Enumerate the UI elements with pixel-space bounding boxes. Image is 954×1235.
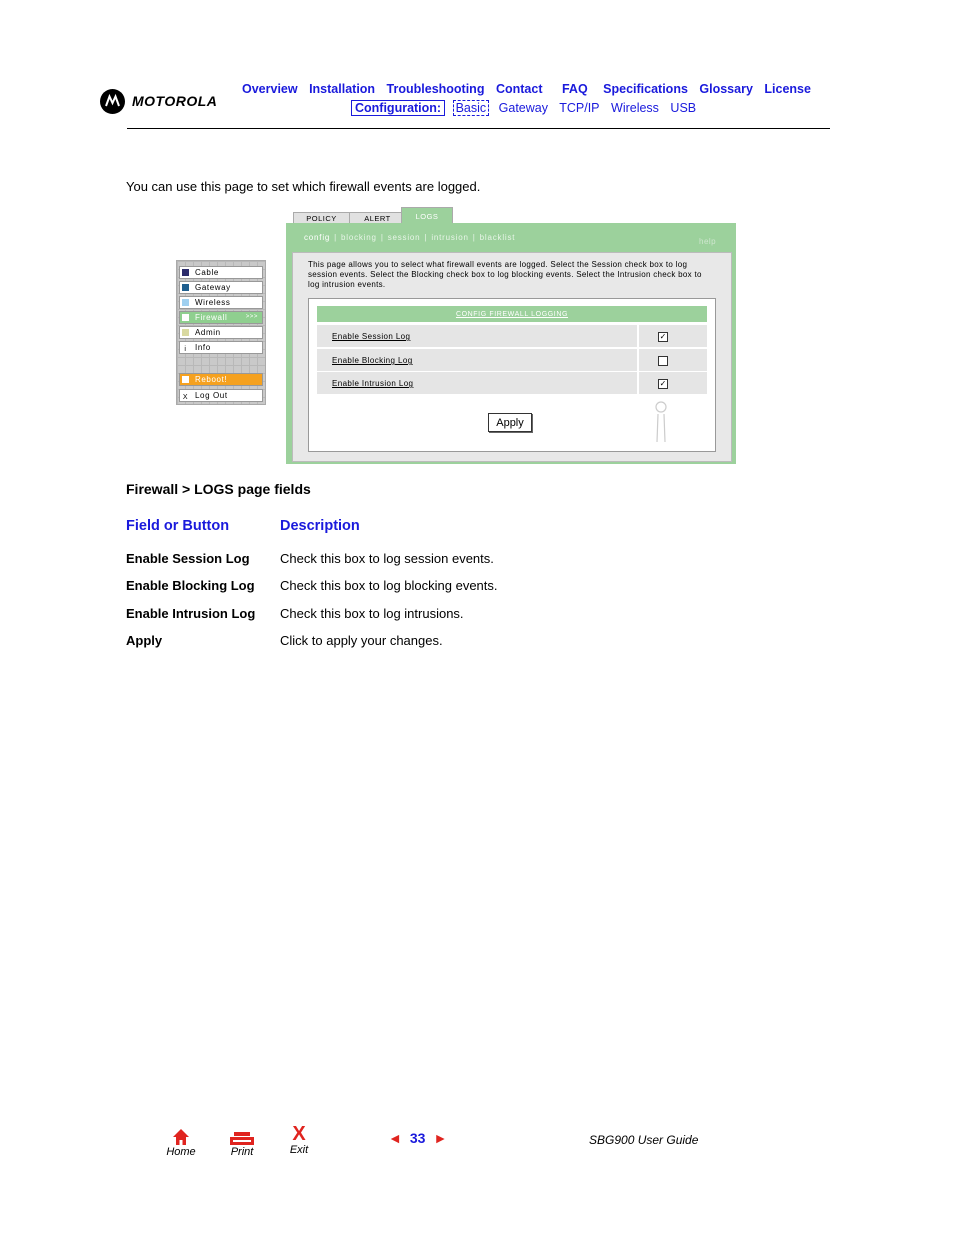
nav-basic[interactable]: Basic bbox=[453, 100, 490, 116]
print-label: Print bbox=[230, 1146, 254, 1158]
print-button[interactable] bbox=[226, 1132, 258, 1158]
subnav-session[interactable]: session bbox=[387, 233, 421, 242]
nav-configuration[interactable]: Configuration: bbox=[351, 100, 445, 116]
row-label: Enable Blocking Log bbox=[332, 356, 413, 365]
row-label: Enable Intrusion Log bbox=[332, 379, 414, 388]
nav-license[interactable]: License bbox=[764, 82, 811, 96]
apply-button[interactable]: Apply bbox=[488, 413, 532, 432]
nav-tcpip[interactable]: TCP/IP bbox=[559, 101, 600, 115]
nav-overview[interactable]: Overview bbox=[242, 82, 298, 96]
logs-description: This page allows you to select what firewall events are logged. Select the Session check box to log session events. Select the Blocking check box to log blocking events. Select the Intrusion check box to log intrusion events. bbox=[308, 260, 702, 289]
table-row-check bbox=[639, 349, 707, 371]
table-row bbox=[317, 349, 637, 371]
sidebar-item-cable[interactable]: Cable bbox=[179, 266, 263, 279]
field-name: Apply bbox=[126, 633, 163, 648]
nav-glossary[interactable]: Glossary bbox=[699, 82, 753, 96]
field-description: Check this box to log intrusions. bbox=[280, 606, 464, 621]
logs-subnav: config | blocking | session | intrusion | blacklist bbox=[304, 233, 516, 242]
info-icon: i bbox=[182, 346, 189, 353]
firewall-icon bbox=[182, 314, 189, 321]
column-header-description: Description bbox=[280, 518, 360, 534]
help-link[interactable]: help bbox=[699, 237, 717, 246]
previous-page-icon[interactable]: ◄ bbox=[388, 1130, 402, 1146]
active-marker: >>> bbox=[245, 314, 258, 320]
nav-installation[interactable]: Installation bbox=[309, 82, 376, 96]
field-description: Click to apply your changes. bbox=[280, 633, 443, 648]
guide-title: SBG900 User Guide bbox=[589, 1133, 699, 1147]
next-page-icon[interactable]: ► bbox=[433, 1130, 448, 1146]
cable-icon bbox=[182, 269, 189, 276]
reboot-icon bbox=[182, 376, 189, 383]
logging-table-title: CONFIG FIREWALL LOGGING bbox=[317, 306, 707, 322]
exit-button[interactable] bbox=[284, 1124, 314, 1156]
home-label: Home bbox=[166, 1146, 196, 1158]
exit-label: Exit bbox=[289, 1144, 309, 1156]
sidebar-item-logout[interactable]: X Log Out bbox=[179, 389, 263, 402]
table-row bbox=[317, 325, 637, 347]
subnav-blocking[interactable]: blocking bbox=[341, 233, 377, 242]
gateway-icon bbox=[182, 284, 189, 291]
primary-nav bbox=[242, 82, 819, 96]
tab-policy[interactable]: POLICY bbox=[293, 212, 350, 225]
field-name: Enable Session Log bbox=[126, 551, 250, 566]
nav-gateway[interactable]: Gateway bbox=[498, 101, 548, 115]
page-navigation bbox=[388, 1130, 447, 1146]
figure-caption: Firewall > LOGS page fields bbox=[126, 481, 311, 497]
sidebar-item-gateway[interactable]: Gateway bbox=[179, 281, 263, 294]
blocking-log-checkbox[interactable] bbox=[658, 356, 668, 366]
sidebar-item-info[interactable]: i Info bbox=[179, 341, 263, 354]
subnav-intrusion[interactable]: intrusion bbox=[431, 233, 469, 242]
nav-faq[interactable]: FAQ bbox=[561, 82, 588, 96]
table-row-check bbox=[639, 372, 707, 394]
tab-logs[interactable]: LOGS bbox=[401, 207, 453, 225]
tab-alert[interactable]: ALERT bbox=[349, 212, 406, 225]
field-description: Check this box to log blocking events. bbox=[280, 578, 498, 593]
logout-icon: X bbox=[182, 394, 189, 401]
session-log-checkbox[interactable]: ✓ bbox=[659, 332, 667, 341]
row-label: Enable Session Log bbox=[332, 332, 411, 341]
intro-text: You can use this page to set which firewall events are logged. bbox=[126, 179, 481, 194]
secondary-nav bbox=[351, 100, 704, 116]
router-sidebar bbox=[176, 260, 266, 405]
table-row bbox=[317, 372, 637, 394]
header-divider bbox=[127, 128, 830, 129]
brand-name: MOTOROLA bbox=[132, 93, 218, 109]
sidebar-item-firewall[interactable]: Firewall >>> bbox=[179, 311, 263, 324]
home-button[interactable] bbox=[164, 1128, 198, 1158]
intrusion-log-checkbox[interactable]: ✓ bbox=[659, 379, 667, 388]
field-name: Enable Intrusion Log bbox=[126, 606, 256, 621]
admin-icon bbox=[182, 329, 189, 336]
sidebar-item-wireless[interactable]: Wireless bbox=[179, 296, 263, 309]
nav-troubleshooting[interactable]: Troubleshooting bbox=[386, 82, 485, 96]
subnav-blacklist[interactable]: blacklist bbox=[479, 233, 516, 242]
sidebar-item-reboot[interactable]: Reboot! bbox=[179, 373, 263, 386]
page-number: 33 bbox=[409, 1130, 426, 1146]
home-icon bbox=[172, 1128, 190, 1146]
wireless-icon bbox=[182, 299, 189, 306]
nav-wireless[interactable]: Wireless bbox=[611, 101, 659, 115]
print-icon bbox=[229, 1132, 255, 1146]
sidebar-item-admin[interactable]: Admin bbox=[179, 326, 263, 339]
column-header-field: Field or Button bbox=[126, 518, 230, 534]
field-description: Check this box to log session events. bbox=[280, 551, 494, 566]
table-row-check bbox=[639, 325, 707, 347]
exit-icon: X bbox=[292, 1123, 306, 1145]
nav-usb[interactable]: USB bbox=[670, 101, 697, 115]
decorative-lamp-icon bbox=[654, 400, 670, 449]
nav-contact[interactable]: Contact bbox=[495, 82, 543, 96]
motorola-logo-icon bbox=[100, 89, 125, 114]
nav-specifications[interactable]: Specifications bbox=[603, 82, 688, 96]
subnav-config[interactable]: config bbox=[304, 233, 331, 242]
field-name: Enable Blocking Log bbox=[126, 578, 255, 593]
